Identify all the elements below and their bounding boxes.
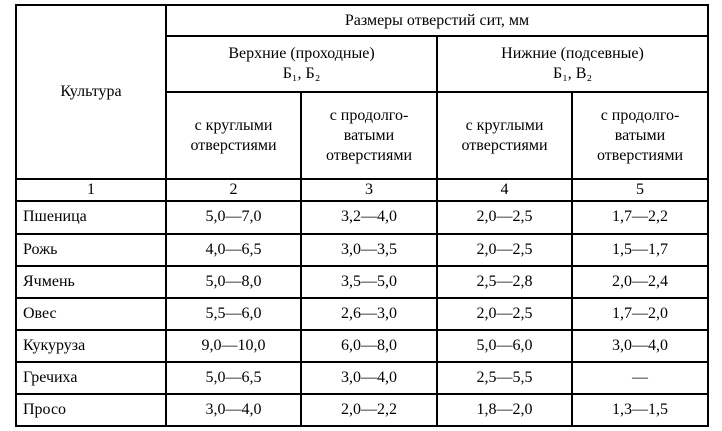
header-lower-oblong xyxy=(572,92,708,179)
column-number: 1 xyxy=(16,179,166,201)
table-cell: — xyxy=(572,362,708,394)
header-row-main xyxy=(16,5,708,36)
header-upper-round xyxy=(166,92,301,179)
table-cell: 4,0—6,5 xyxy=(166,234,301,266)
table-row xyxy=(16,394,708,426)
oblong-line1: с продолго- xyxy=(600,106,680,124)
table-cell: 5,0—7,0 xyxy=(166,201,301,233)
column-number: 4 xyxy=(437,179,572,201)
table-cell: 2,0—2,5 xyxy=(437,298,572,330)
lower-line1: Нижние (подсевные) xyxy=(501,45,644,63)
header-lower-sieves xyxy=(437,36,708,92)
header-upper-sieves xyxy=(166,36,437,92)
table-cell: 5,0—6,0 xyxy=(437,330,572,362)
table-row xyxy=(16,201,708,233)
round-line2: отверстиями xyxy=(461,136,548,154)
table-cell: 3,0—4,0 xyxy=(572,330,708,362)
table-cell: 2,5—2,8 xyxy=(437,266,572,298)
upper-line2: Б₁, Б₂ xyxy=(282,65,321,83)
header-sieve-sizes: Размеры отверстий сит, мм xyxy=(166,5,708,36)
table-cell: 2,5—5,5 xyxy=(437,362,572,394)
table-cell: 5,0—8,0 xyxy=(166,266,301,298)
column-number: 5 xyxy=(572,179,708,201)
table-cell: 1,7—2,2 xyxy=(572,201,708,233)
table-cell: 9,0—10,0 xyxy=(166,330,301,362)
oblong-line2: ватыми xyxy=(343,126,395,144)
table-row xyxy=(16,298,708,330)
table-cell: 2,0—2,5 xyxy=(437,201,572,233)
table-cell: 2,0—2,4 xyxy=(572,266,708,298)
culture-name: Кукуруза xyxy=(16,330,166,362)
column-number: 3 xyxy=(301,179,437,201)
culture-name: Просо xyxy=(16,394,166,426)
oblong-line3: отверстиями xyxy=(596,146,684,164)
round-line2: отверстиями xyxy=(190,136,277,154)
oblong-line3: отверстиями xyxy=(325,146,413,164)
table-cell: 2,0—2,2 xyxy=(301,394,437,426)
round-line1: с круглыми xyxy=(465,116,544,134)
table-cell: 3,2—4,0 xyxy=(301,201,437,233)
column-number: 2 xyxy=(166,179,301,201)
table-cell: 2,6—3,0 xyxy=(301,298,437,330)
table-cell: 3,0—4,0 xyxy=(301,362,437,394)
table-cell: 1,3—1,5 xyxy=(572,394,708,426)
table-cell: 5,0—6,5 xyxy=(166,362,301,394)
table-cell: 6,0—8,0 xyxy=(301,330,437,362)
culture-name: Ячмень xyxy=(16,266,166,298)
lower-line2: Б₁, В₂ xyxy=(553,65,593,83)
upper-line1: Верхние (проходные) xyxy=(228,45,375,63)
culture-name: Овес xyxy=(16,298,166,330)
round-line1: с круглыми xyxy=(194,116,273,134)
table-row xyxy=(16,266,708,298)
header-lower-round xyxy=(437,92,572,179)
header-culture: Культура xyxy=(16,5,166,179)
oblong-line1: с продолго- xyxy=(329,106,409,124)
sieve-size-table xyxy=(15,4,709,427)
table-cell: 2,0—2,5 xyxy=(437,234,572,266)
table-cell: 3,5—5,0 xyxy=(301,266,437,298)
table-cell: 3,0—3,5 xyxy=(301,234,437,266)
culture-name: Гречиха xyxy=(16,362,166,394)
table-row xyxy=(16,362,708,394)
header-upper-oblong xyxy=(301,92,437,179)
table-cell: 1,7—2,0 xyxy=(572,298,708,330)
culture-name: Пшеница xyxy=(16,201,166,233)
table-cell: 1,5—1,7 xyxy=(572,234,708,266)
oblong-line2: ватыми xyxy=(614,126,666,144)
culture-name: Рожь xyxy=(16,234,166,266)
table-row xyxy=(16,330,708,362)
table-cell: 3,0—4,0 xyxy=(166,394,301,426)
table-row xyxy=(16,234,708,266)
table-cell: 5,5—6,0 xyxy=(166,298,301,330)
table-cell: 1,8—2,0 xyxy=(437,394,572,426)
column-number-row xyxy=(16,179,708,201)
